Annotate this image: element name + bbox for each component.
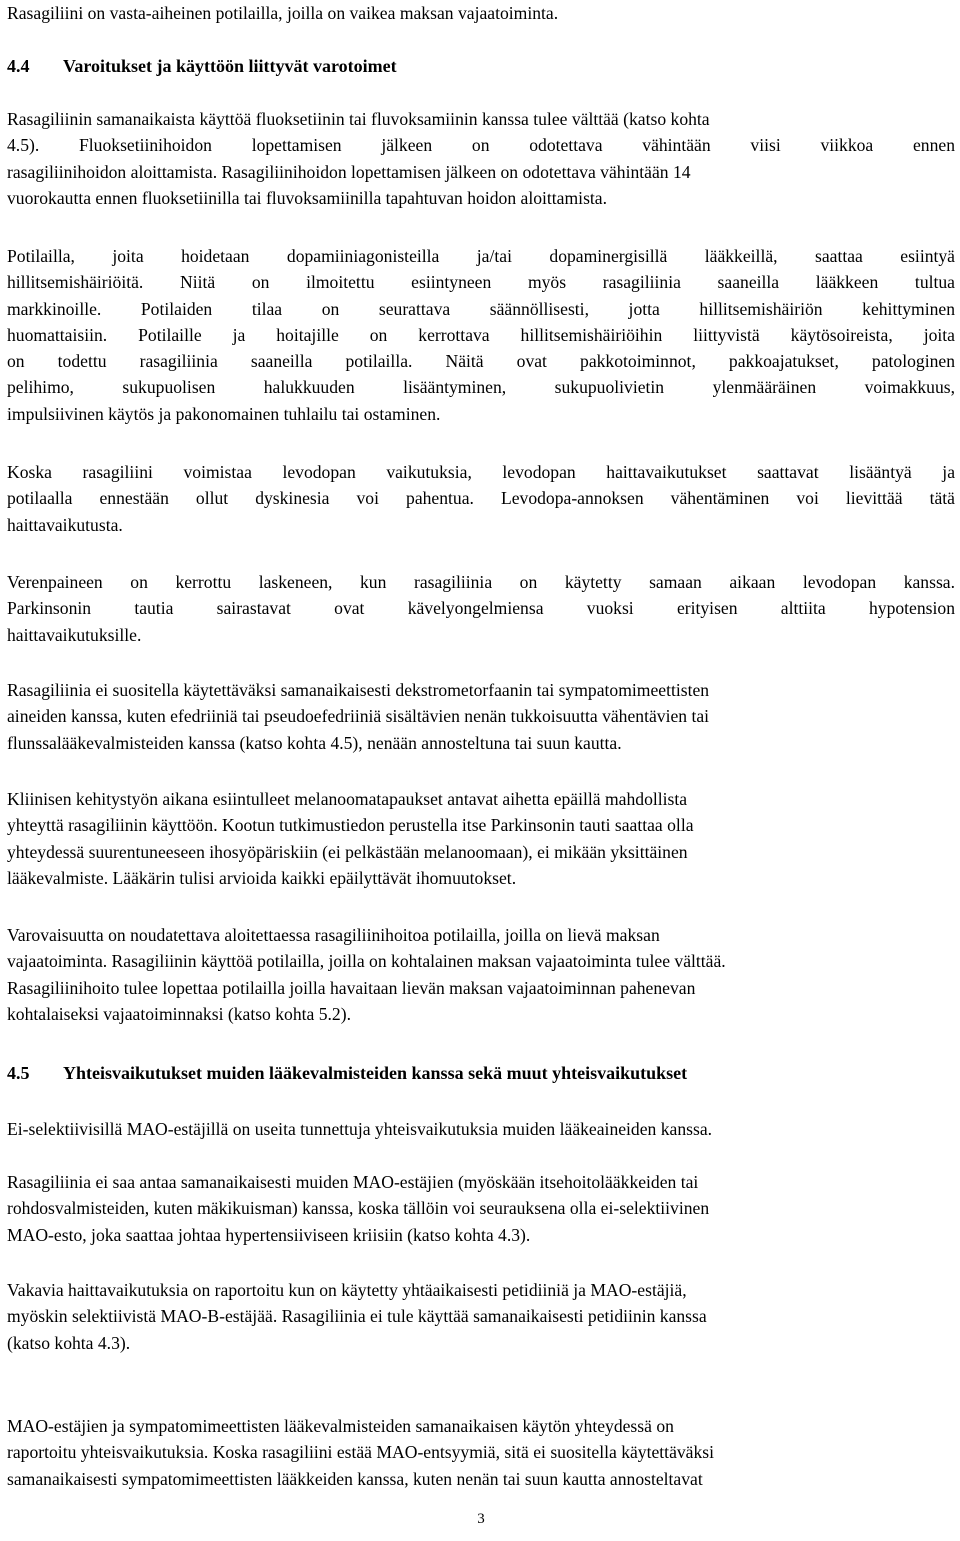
text-line: rasagiliinihoidon aloittamista. Rasagiliinihoidon lopettamisen jälkeen on odotettava vähintään 14 (7, 161, 691, 182)
text-line: Potilailla, joita hoidetaan dopamiiniagonisteilla ja/tai dopaminergisillä lääkkeillä, saattaa esiintyä (7, 246, 955, 266)
text-line: yhteyttä rasagiliinin käyttöön. Kootun tutkimustiedon perustella itse Parkinsonin tauti saattaa olla (7, 815, 694, 836)
text-line: pelihimo, sukupuolisen halukkuuden lisääntyminen, sukupuolivietin ylenmääräinen voimakkuus, (7, 377, 955, 398)
text-line: 4.5). Fluoksetiinihoidon lopettamisen jälkeen on odotettava vähintään viisi viikkoa ennen (7, 135, 955, 156)
paragraph-hepatic-impairment (7, 922, 955, 1027)
text-line: Rasagiliinin samanaikaista käyttöä fluoksetiinin tai fluvoksamiinin kanssa tulee välttää (katso kohta (7, 109, 710, 129)
section-heading-4-4 (7, 53, 397, 79)
text-line: MAO-esto, joka saattaa johtaa hypertensiiviseen kriisiin (katso kohta 4.3). (7, 1224, 531, 1245)
text-line: Verenpaineen on kerrottu laskeneen, kun rasagiliinia on käytetty samaan aikaan levodopan kanssa. (7, 572, 955, 592)
text-line: hillitsemishäiriöitä. Niitä on ilmoitettu esiintyneen myös rasagiliinia saaneilla lääkkeen tultua (7, 272, 955, 293)
paragraph-melanoma (7, 786, 955, 891)
paragraph-mao-interactions (7, 1116, 955, 1142)
paragraph-impulse-control (7, 243, 955, 427)
section-heading-4-5 (7, 1060, 687, 1086)
paragraph-sympathomimetic-interactions (7, 1413, 955, 1492)
text-line: Kliinisen kehitystyön aikana esiintulleet melanoomatapaukset antavat aihetta epäillä mahdollista (7, 789, 688, 809)
text-line: haittavaikutuksille. (7, 624, 142, 645)
paragraph-pethidine (7, 1277, 955, 1356)
text-line: lääkevalmiste. Lääkärin tulisi arvioida kaikki epäilyttävät ihomuutokset. (7, 867, 517, 888)
text-line: on todettu rasagiliinia saaneilla potilailla. Näitä ovat pakkotoiminnot, pakkoajatukset, patologinen (7, 351, 955, 372)
paragraph-sympathomimetics (7, 677, 955, 756)
text-line: Rasagiliinia ei saa antaa samanaikaisesti muiden MAO-estäjien (myöskään itsehoitolääkkeiden tai (7, 1172, 699, 1192)
text-line: raportoitu yhteisvaikutuksia. Koska rasagiliini estää MAO-entsyymiä, sitä ei suositella käytettäväksi (7, 1442, 715, 1463)
text-line: Rasagiliinia ei suositella käytettäväksi samanaikaisesti dekstrometorfaanin tai sympatomimeettisten (7, 680, 710, 700)
text-line: impulsiivinen käytös ja pakonomainen tuhlailu tai ostaminen. (7, 403, 441, 424)
text-line: rohdosvalmisteiden, kuten mäkikuisman) kanssa, koska tällöin voi seurauksena olla ei-selektiivinen (7, 1198, 710, 1219)
section-title: Varoitukset ja käyttöön liittyvät varotoimet (63, 56, 397, 76)
paragraph-levodopa (7, 459, 955, 538)
section-title: Yhteisvaikutukset muiden lääkevalmisteiden kanssa sekä muut yhteisvaikutukset (63, 1063, 688, 1083)
text-line: Parkinsonin tautia sairastavat ovat kävelyongelmiensa vuoksi erityisen alttiita hypotension (7, 598, 955, 619)
text-line: myöskin selektiivistä MAO-B-estäjää. Rasagiliinia ei tule käyttää samanaikaisesti petidiinin kanssa (7, 1306, 707, 1327)
text-line: (katso kohta 4.3). (7, 1332, 131, 1353)
text-line: yhteydessä suurentuneeseen ihosyöpäriskiin (ei pelkästään melanoomaan), ei mikään yksittäinen (7, 841, 688, 862)
text-line: Ei-selektiivisillä MAO-estäjillä on useita tunnettuja yhteisvaikutuksia muiden lääkeaineiden kanssa. (7, 1119, 713, 1139)
text-line: vuorokautta ennen fluoksetiinilla tai fluvoksamiinilla tapahtuvan hoidon aloittamista. (7, 187, 608, 208)
page-number: 3 (477, 1511, 485, 1527)
text-line: markkinoille. Potilaiden tilaa on seurattava säännöllisesti, jotta hillitsemishäiriön kehittyminen (7, 298, 955, 319)
text-line: Koska rasagiliini voimistaa levodopan vaikutuksia, levodopan haittavaikutukset saattavat lisääntyä ja (7, 462, 955, 482)
text-line: haittavaikutusta. (7, 514, 123, 535)
text-line: vajaatoiminta. Rasagiliinin käyttöä potilailla, joilla on kohtalainen maksan vajaatoiminta tulee välttää. (7, 951, 726, 972)
paragraph-blood-pressure (7, 569, 955, 648)
section-number: 4.5 (7, 1063, 30, 1083)
text-line: MAO-estäjien ja sympatomimeettisten lääkevalmisteiden samanaikaisen käytön yhteydessä on (7, 1416, 674, 1436)
text-line: huomattaisiin. Potilaille ja hoitajille on kerrottava hillitsemishäiriöihin liittyvistä käytösoireista, joita (7, 324, 955, 345)
text-line: samanaikaisesti sympatomimeettisten lääkkeiden kanssa, kuten nenän tai suun kautta annosteltavat (7, 1468, 703, 1489)
intro-paragraph: Rasagiliini on vasta-aiheinen potilailla, joilla on vaikea maksan vajaatoiminta. (7, 3, 559, 23)
paragraph-other-mao-inhibitors (7, 1169, 955, 1248)
text-line: kohtalaiseksi vajaatoiminnaksi (katso kohta 5.2). (7, 1003, 351, 1024)
text-line: potilaalla ennestään ollut dyskinesia voi pahentua. Levodopa-annoksen vähentäminen voi lievittää tätä (7, 488, 955, 509)
text-line: aineiden kanssa, kuten efedriiniä tai pseudoefedriiniä sisältävien nenän tukkoisuutta vähentävien tai (7, 706, 710, 727)
text-line: Varovaisuutta on noudatettava aloitettaessa rasagiliinihoitoa potilailla, joilla on lievä maksan (7, 925, 660, 945)
text-line: Vakavia haittavaikutuksia on raportoitu kun on käytetty yhtäaikaisesti petidiiniä ja MAO-estäjiä, (7, 1280, 687, 1300)
text-line: Rasagiliinihoito tulee lopettaa potilailla joilla havaitaan lievän maksan vajaatoiminnan pahenevan (7, 977, 696, 998)
paragraph-fluoxetine-warning (7, 106, 955, 211)
text-line: flunssalääkevalmisteiden kanssa (katso kohta 4.5), nenään annosteltuna tai suun kautta. (7, 732, 622, 753)
section-number: 4.4 (7, 56, 30, 76)
